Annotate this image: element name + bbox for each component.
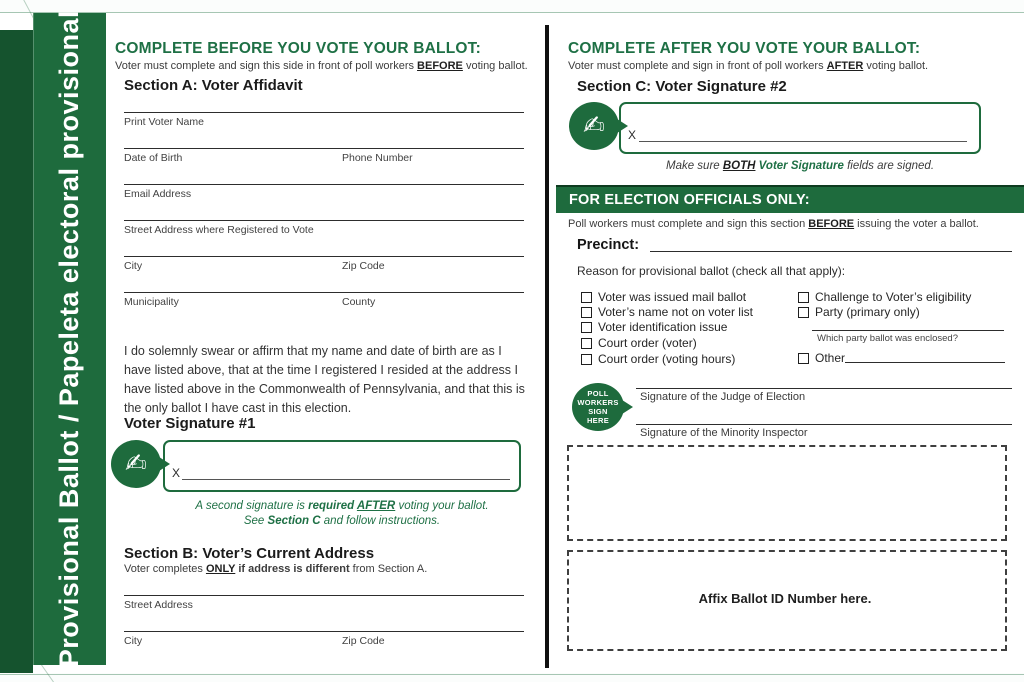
- checkbox-icon[interactable]: [581, 338, 592, 349]
- signature1-line[interactable]: [182, 479, 510, 480]
- signature1-box[interactable]: [163, 440, 521, 492]
- which-party-label: Which party ballot was enclosed?: [817, 333, 958, 344]
- after-subtitle: Voter must complete and sign in front of poll workers AFTER voting ballot.: [568, 60, 929, 72]
- center-divider: [545, 25, 549, 668]
- judge-signature-line[interactable]: [636, 388, 1012, 389]
- field-label: Street Address: [124, 599, 193, 611]
- ballot-id-box-top: [567, 445, 1007, 541]
- field-line-print-voter-name[interactable]: [124, 112, 524, 113]
- field-line-email[interactable]: [124, 184, 524, 185]
- writing-hand-glyph: ✍: [583, 111, 605, 141]
- signature2-line[interactable]: [639, 141, 967, 142]
- field-label: City: [124, 260, 143, 272]
- checkbox-icon[interactable]: [798, 307, 809, 318]
- field-label: Municipality: [124, 296, 179, 308]
- top-crop-line: [0, 12, 1024, 13]
- sidebar-title-wrap: [33, 10, 105, 668]
- affidavit-text: I do solemnly swear or affirm that my name and date of birth are as I have listed above, that at the time I registered I resided at the address I have listed above in the Commonwealth of Pennsylvania, and that this is the only ballot I have cast in this election.: [124, 344, 525, 415]
- checkbox-challenge-eligibility[interactable]: Challenge to Voter’s eligibility: [798, 290, 971, 304]
- field-label: Zip Code: [342, 635, 385, 647]
- checkbox-icon[interactable]: [581, 307, 592, 318]
- writing-hand-icon: [111, 440, 161, 488]
- section-c-heading: Section C: Voter Signature #2: [577, 78, 787, 95]
- signature1-heading: Voter Signature #1: [124, 415, 256, 432]
- minority-signature-line[interactable]: [636, 424, 1012, 425]
- field-line-current-street[interactable]: [124, 595, 524, 596]
- section-b-heading: Section B: Voter’s Current Address: [124, 545, 375, 562]
- checkbox-court-order-voting-hours[interactable]: Court order (voting hours): [581, 352, 735, 366]
- checkbox-other[interactable]: Other: [798, 351, 845, 365]
- field-label: Date of Birth: [124, 152, 183, 164]
- checkbox-party-primary[interactable]: Party (primary only): [798, 305, 920, 319]
- checkbox-mail-ballot[interactable]: Voter was issued mail ballot: [581, 290, 746, 304]
- writing-hand-icon: [569, 102, 619, 150]
- affix-ballot-id-label: Affix Ballot ID Number here.: [698, 591, 872, 606]
- sidebar-fold-strip: [0, 30, 33, 673]
- field-label: City: [124, 635, 143, 647]
- checkbox-icon[interactable]: [581, 292, 592, 303]
- field-line-dob-phone[interactable]: [124, 148, 524, 149]
- field-label: Street Address where Registered to Vote: [124, 224, 314, 236]
- checkbox-identification-issue[interactable]: Voter identification issue: [581, 320, 727, 334]
- other-line[interactable]: [845, 362, 1005, 363]
- bottom-crop-line: [0, 674, 1024, 675]
- which-party-line[interactable]: [812, 330, 1004, 331]
- officials-subtitle: Poll workers must complete and sign this section BEFORE issuing the voter a ballot.: [568, 218, 979, 230]
- judge-signature-label: Signature of the Judge of Election: [640, 391, 806, 403]
- field-label: Zip Code: [342, 260, 385, 272]
- checkbox-icon[interactable]: [581, 322, 592, 333]
- reason-label: Reason for provisional ballot (check all that apply):: [577, 264, 846, 278]
- field-line-municipality-county[interactable]: [124, 292, 524, 293]
- field-line-city-zip[interactable]: [124, 256, 524, 257]
- field-label: Email Address: [124, 188, 192, 200]
- minority-signature-label: Signature of the Minority Inspector: [640, 427, 808, 439]
- precinct-line[interactable]: [650, 251, 1012, 252]
- field-line-street[interactable]: [124, 220, 524, 221]
- section-b-subtitle: Voter completes ONLY if address is different from Section A.: [124, 563, 428, 575]
- signature1-x: X: [172, 466, 181, 480]
- checkbox-icon[interactable]: [581, 354, 592, 365]
- precinct-label: Precinct:: [577, 237, 640, 253]
- checkbox-court-order-voter[interactable]: Court order (voter): [581, 336, 697, 350]
- poll-workers-sign-here-badge: POLL WORKERS SIGN HERE: [572, 383, 624, 431]
- signature2-box[interactable]: [619, 102, 981, 154]
- checkbox-name-not-on-list[interactable]: Voter’s name not on voter list: [581, 305, 753, 319]
- field-label: Print Voter Name: [124, 116, 204, 128]
- before-subtitle: Voter must complete and sign this side in front of poll workers BEFORE voting ballot.: [115, 60, 528, 72]
- officials-bar: FOR ELECTION OFFICIALS ONLY:: [556, 185, 1024, 213]
- both-signatures-note: Make sure BOTH Voter Signature fields are signed.: [665, 160, 935, 172]
- section-a-heading: Section A: Voter Affidavit: [124, 77, 303, 94]
- field-line-current-city-zip[interactable]: [124, 631, 524, 632]
- checkbox-icon[interactable]: [798, 353, 809, 364]
- signature1-note: A second signature is required AFTER voting your ballot. See Section C and follow instructions.: [195, 500, 489, 527]
- field-label: County: [342, 296, 376, 308]
- signature2-x: X: [628, 128, 637, 142]
- before-title: COMPLETE BEFORE YOU VOTE YOUR BALLOT:: [115, 40, 481, 57]
- field-label: Phone Number: [342, 152, 413, 164]
- after-title: COMPLETE AFTER YOU VOTE YOUR BALLOT:: [568, 40, 921, 57]
- checkbox-icon[interactable]: [798, 292, 809, 303]
- writing-hand-glyph: ✍: [125, 449, 147, 479]
- sidebar-title: Provisional Ballot / Papeleta electoral provisional: [53, 10, 84, 668]
